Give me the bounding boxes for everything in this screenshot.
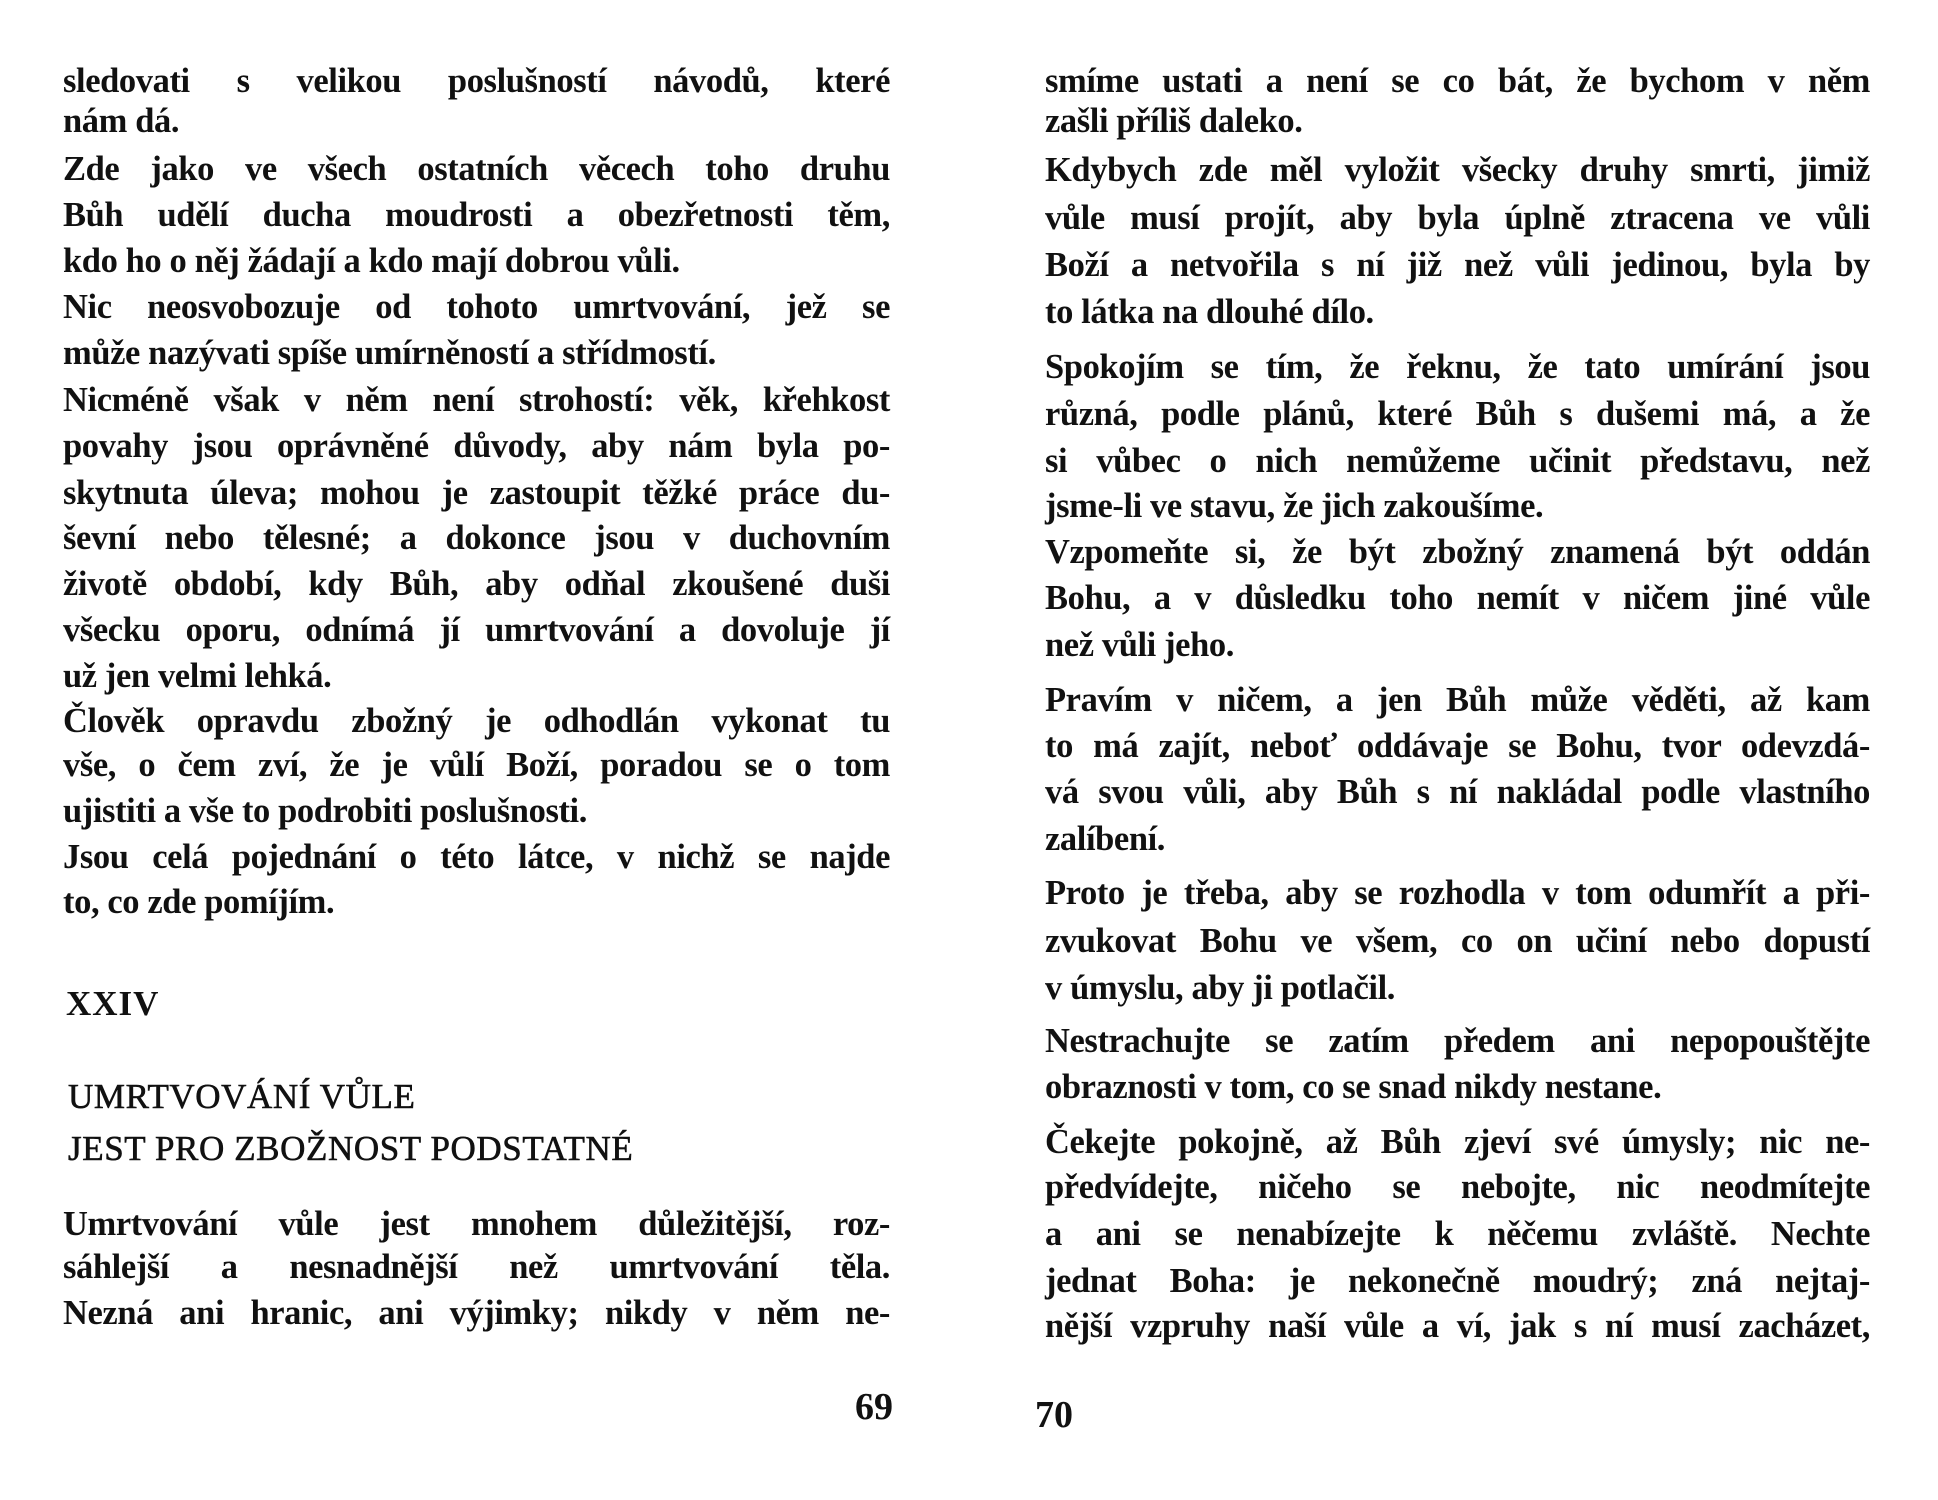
text-line: to má zajít, neboť oddávaje se Bohu, tvor odevzdá- — [1045, 727, 1870, 765]
text-line: Vzpomeňte si, že být zbožný znamená být oddán — [1045, 533, 1870, 571]
text-line: Nic neosvobozuje od tohoto umrtvování, jež se — [63, 288, 890, 326]
text-line: už jen velmi lehká. — [63, 657, 332, 695]
text-line: Jsou celá pojednání o této látce, v nichž se najde — [63, 838, 890, 876]
chapter-title-line-2: JEST PRO ZBOŽNOST PODSTATNÉ — [68, 1129, 634, 1168]
text-line: Bůh udělí ducha moudrosti a obezřetnosti těm, — [63, 196, 890, 234]
text-line: to, co zde pomíjím. — [63, 883, 335, 921]
text-line: životě období, kdy Bůh, aby odňal zkoušené duši — [63, 565, 890, 603]
text-line: v úmyslu, aby ji potlačil. — [1045, 969, 1395, 1007]
text-line: povahy jsou oprávněné důvody, aby nám byla po- — [63, 427, 890, 465]
text-line: jsme-li ve stavu, že jich zakoušíme. — [1045, 487, 1544, 525]
text-line: různá, podle plánů, které Bůh s dušemi má, a že — [1045, 395, 1870, 433]
text-line: jednat Boha: je nekonečně moudrý; zná nejtaj- — [1045, 1262, 1870, 1300]
text-line: zašli příliš daleko. — [1045, 102, 1303, 140]
text-line: to látka na dlouhé dílo. — [1045, 293, 1374, 331]
text-line: Pravím v ničem, a jen Bůh může věděti, až kam — [1045, 681, 1870, 719]
text-line: Zde jako ve všech ostatních věcech toho druhu — [63, 150, 890, 188]
text-line: Bohu, a v důsledku toho nemít v ničem jiné vůle — [1045, 579, 1870, 617]
text-line: ševní nebo tělesné; a dokonce jsou v duchovním — [63, 519, 890, 557]
text-line: nám dá. — [63, 102, 180, 140]
text-line: si vůbec o nich nemůžeme učinit představu, než — [1045, 442, 1870, 480]
text-line: obraznosti v tom, co se snad nikdy nestane. — [1045, 1068, 1662, 1106]
text-line: vůle musí projít, aby byla úplně ztracena ve vůli — [1045, 199, 1870, 237]
text-line: Nestrachujte se zatím předem ani nepopouštějte — [1045, 1022, 1870, 1060]
text-line: může nazývati spíše umírněností a střídmostí. — [63, 334, 716, 372]
text-line: Boží a netvořila s ní již než vůli jedinou, byla by — [1045, 246, 1870, 284]
text-line: a ani se nenabízejte k něčemu zvláště. Nechte — [1045, 1215, 1870, 1253]
text-line: ujistiti a vše to podrobiti poslušnosti. — [63, 792, 587, 830]
text-line: Kdybych zde měl vyložit všecky druhy smrti, jimiž — [1045, 151, 1870, 189]
text-line: Spokojím se tím, že řeknu, že tato umírání jsou — [1045, 348, 1870, 386]
page-number-left: 69 — [855, 1386, 893, 1428]
text-line: vá svou vůli, aby Bůh s ní nakládal podle vlastního — [1045, 773, 1870, 811]
text-line: Proto je třeba, aby se rozhodla v tom odumřít a při- — [1045, 874, 1870, 912]
text-line: předvídejte, ničeho se nebojte, nic neodmítejte — [1045, 1168, 1870, 1206]
text-line: než vůli jeho. — [1045, 626, 1234, 664]
text-line: Nicméně však v něm není strohostí: věk, křehkost — [63, 381, 890, 419]
text-line: Umrtvování vůle jest mnohem důležitější, roz- — [63, 1205, 890, 1243]
text-line: Čekejte pokojně, až Bůh zjeví své úmysly; nic ne- — [1045, 1123, 1870, 1161]
text-line: Člověk opravdu zbožný je odhodlán vykonat tu — [63, 702, 890, 740]
text-line: skytnuta úleva; mohou je zastoupit těžké práce du- — [63, 474, 890, 512]
chapter-title-line-1: UMRTVOVÁNÍ VŮLE — [68, 1077, 416, 1116]
text-line: sledovati s velikou poslušností návodů, které — [63, 62, 890, 100]
text-line: nější vzpruhy naší vůle a ví, jak s ní musí zacházet, — [1045, 1307, 1870, 1345]
chapter-number: XXIV — [66, 984, 160, 1023]
text-line: Nezná ani hranic, ani výjimky; nikdy v něm ne- — [63, 1294, 890, 1332]
text-line: zvukovat Bohu ve všem, co on učiní nebo dopustí — [1045, 922, 1870, 960]
text-line: kdo ho o něj žádají a kdo mají dobrou vůli. — [63, 242, 680, 280]
right-page — [969, 0, 1938, 1500]
text-line: smíme ustati a není se co bát, že bychom v něm — [1045, 62, 1870, 100]
text-line: sáhlejší a nesnadnější než umrtvování těla. — [63, 1248, 890, 1286]
text-line: všecku oporu, odnímá jí umrtvování a dovoluje jí — [63, 611, 890, 649]
text-line: zalíbení. — [1045, 820, 1166, 858]
page-number-right: 70 — [1035, 1394, 1073, 1436]
text-line: vše, o čem zví, že je vůlí Boží, poradou se o tom — [63, 746, 890, 784]
